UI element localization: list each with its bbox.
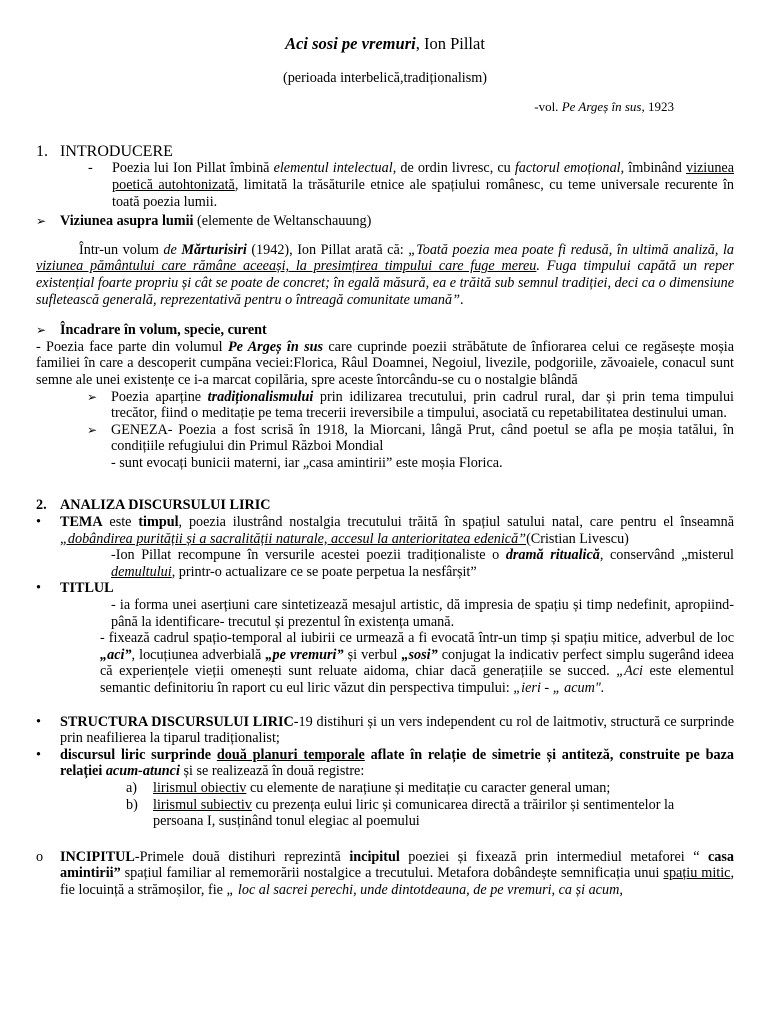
- t: elementul intelectual: [273, 160, 393, 177]
- incadrare-heading-text: Încadrare în volum, specie, curent: [60, 322, 267, 339]
- t: , îmbinând: [620, 160, 686, 177]
- t: timpul: [138, 514, 179, 531]
- t: două planuri temporale: [216, 746, 365, 763]
- titlul-item: [36, 580, 734, 597]
- t: , fie locuință a strămoșilor, fie: [60, 865, 734, 898]
- discurs-text: [60, 747, 734, 780]
- geneza-text: GENEZA- Poezia a fost scrisă în 1918, la Miorcani, lângă Prut, când poetul se afla pe moșia tatălui, în condițiile refugiului din Primul Război Mondial: [111, 421, 734, 455]
- t: „Toată poezia mea poate fi redusă, în ultimă analiză, la: [408, 241, 734, 258]
- t: factorul emoțional: [514, 160, 621, 177]
- t: conjugat la indicativ perfect simplu sugerând ideea că experiențele vieții omenești sunt reluate aidoma, chiar dacă generațiile se succed.: [100, 646, 734, 680]
- geneza-continuation: - sunt evocați bunicii materni, iar „casa amintirii” este moșia Florica.: [111, 454, 503, 471]
- titlul-paragraph-1: - ia forma unei aserțiuni care sintetizează mesajul artistic, dă impresia de spațiu și timp nedefinit, apropiind- până la identificare- trecutul și prezentul în existența umană.: [111, 597, 734, 630]
- title-author: , Ion Pillat: [415, 34, 485, 53]
- bullet-marker: •: [36, 713, 41, 730]
- arrow-bullet-icon: ➢: [36, 214, 47, 229]
- incipit-text: [60, 849, 734, 899]
- t: , poezia ilustrând nostalgia trecutului trăită în spațiul satului natal, care pentru el înseamnă: [178, 514, 734, 531]
- t: demultului: [111, 563, 172, 580]
- t: Pe Argeș în sus: [227, 338, 324, 355]
- arrow-bullet-icon: ➢: [87, 389, 98, 404]
- discurs-item: [36, 747, 734, 780]
- t: . Fuga timpului capătă un reper existențial foarte propriu și cât se poate de concret; în egală măsură, ea e trăită sub semnul tradiției, deci ca o dimensiune sufletească generală, reprezentativă pentru o întreagă comunitate umană”: [36, 258, 734, 308]
- incadrare-paragraph: [36, 339, 734, 389]
- lirism-obiectiv-text: [153, 780, 734, 797]
- t: TEMA: [60, 514, 103, 531]
- bullet-marker: •: [36, 580, 41, 597]
- t: , limitată la trăsăturile etnice ale spațiului românesc, cu teme universale recurente în toată poezia lumii.: [112, 176, 734, 210]
- vol-prefix: -vol.: [534, 99, 562, 115]
- t: viziunea poetică autohtonizată: [112, 160, 735, 193]
- t: „ loc al sacrei perechi, unde dintotdeauna, de pe vremuri, ca și acum,: [226, 881, 623, 898]
- t: Poezia aparține: [111, 388, 208, 405]
- tema-text: [60, 514, 734, 547]
- incadrare-heading: [36, 322, 734, 339]
- titlul-paragraph-2: [100, 630, 734, 696]
- document-title: [36, 36, 734, 53]
- traditionalism-text: [111, 389, 734, 422]
- lirism-subiectiv-continuation: persoana I, susținând tonul elegiac al poemului: [153, 813, 420, 830]
- t: și verbul: [343, 646, 402, 663]
- t: incipitul: [349, 848, 400, 865]
- t: .: [459, 291, 464, 308]
- lirism-obiectiv-item: [126, 780, 734, 797]
- bullet-marker: •: [36, 746, 41, 763]
- t: „ieri - „ acum".: [513, 680, 605, 696]
- t: INCIPITUL: [60, 848, 135, 865]
- t: care cuprinde poezii străbătute de înfiorarea celui ce regăsește moșia familiei în care a descoperit cumpăna veciei:Florica, Râul Doamnei, Negoiul, livezile, podgoriile, zăvoaiele, conacul sunt semne ale unei existențe ce i-a marcat copilăria, spre aceste întorcându-se cu o nostalgie blândă: [36, 338, 735, 388]
- structura-text: [60, 714, 734, 747]
- intro-paragraph: [88, 160, 734, 210]
- t: cu elemente de narațiune și meditație cu caracter general uman;: [246, 779, 611, 796]
- t: -Ion Pillat recompune în versurile acestei poezii tradiționaliste o: [111, 547, 506, 564]
- t: Poezia lui Ion Pillat îmbină: [112, 160, 274, 177]
- tema-paragraph-2: [111, 547, 734, 580]
- t: dramă ritualică: [505, 547, 600, 564]
- t: „dobândirea purității și a sacralității naturale, accesul la anterioritatea edenică”: [60, 530, 527, 547]
- t: acum-atunci: [105, 763, 180, 780]
- t: (elemente de Weltanschauung): [193, 213, 372, 230]
- t: prin idilizarea trecutului, prin cadrul rural, dar și prin tema timpului trecător, fiind o meditație pe tema trecerii ireversibile a timpului, asociată cu repetabilitatea destinului uman.: [111, 388, 734, 422]
- incipit-item: [36, 849, 734, 899]
- geneza-item: [87, 422, 734, 455]
- t: , conservând „misterul: [599, 547, 734, 564]
- section-number: 1.: [36, 142, 48, 160]
- section-heading-analiza: [36, 497, 734, 514]
- t: spațiul familiar al rememorării nostalgice a trecutului. Metafora dobândește semnificația unui: [120, 865, 664, 882]
- section-heading-intro: [36, 144, 734, 161]
- t: lirismul obiectiv: [153, 779, 247, 796]
- intro-text: [112, 160, 734, 210]
- tema-item: [36, 514, 734, 547]
- viziunea-paragraph: [36, 242, 734, 308]
- bullet-marker: o: [36, 848, 44, 865]
- lirism-subiectiv-item: [126, 797, 734, 814]
- t: - Poezia face parte din volumul: [36, 338, 228, 355]
- arrow-bullet-icon: ➢: [36, 323, 47, 338]
- document-subtitle: (perioada interbelică,tradiționalism): [282, 69, 488, 86]
- t: „Aci: [616, 663, 643, 680]
- viziunea-heading-text: [60, 213, 734, 230]
- t: spațiu mitic: [663, 865, 731, 882]
- t: aflate în relație de simetrie și antiteză, construite pe baza relației: [60, 746, 734, 780]
- t: Mărturisiri: [181, 241, 247, 258]
- t: discursul liric surprinde: [60, 746, 217, 763]
- dash-marker: -: [88, 160, 93, 177]
- title-poem: Aci sosi pe vremuri: [285, 34, 416, 53]
- vol-title: Pe Argeș în sus: [561, 99, 642, 115]
- t: STRUCTURA DISCURSULUI LIRIC: [60, 713, 294, 730]
- t: este: [102, 514, 139, 531]
- t: de: [163, 241, 182, 258]
- t: și se realizează în două registre:: [179, 763, 365, 780]
- t: lirismul subiectiv: [153, 796, 252, 813]
- viziunea-heading: [36, 213, 734, 230]
- list-marker: b): [126, 796, 138, 813]
- t: este elementul semantic definitoriu în raport cu eul liric văzut din perspectiva timpului:: [100, 663, 735, 696]
- structura-item: [36, 714, 734, 747]
- t: „aci”: [100, 646, 132, 663]
- t: „pe vremuri”: [265, 646, 344, 663]
- t: -19 distihuri și un vers independent cu rol de laitmotiv, structură ce surprinde prin neafilierea la tiparul tradiționalist;: [60, 713, 734, 747]
- t: , locuțiunea adverbială: [131, 646, 266, 663]
- t: tradiționalismului: [207, 388, 314, 405]
- bullet-marker: •: [36, 514, 41, 531]
- section-title: INTRODUCERE: [60, 142, 173, 160]
- t: „sosi”: [401, 646, 438, 663]
- t: cu prezența eului liric și comunicarea directă a trăirilor și sentimentelor la: [251, 796, 675, 813]
- traditionalism-item: [87, 389, 734, 422]
- t: , printr-o actualizare ce se poate perpetua la nesfârșit”: [171, 563, 477, 580]
- t: -Primele două distihuri reprezintă: [134, 848, 350, 865]
- volume-reference: [36, 99, 734, 116]
- section-title: ANALIZA DISCURSULUI LIRIC: [60, 497, 271, 514]
- lirism-subiectiv-text: [153, 797, 734, 814]
- t: casa amintirii”: [60, 848, 735, 882]
- t: poeziei și fixează prin intermediul metaforei “: [399, 848, 708, 865]
- t: (Cristian Livescu): [526, 530, 629, 547]
- vol-year: , 1923: [641, 99, 674, 115]
- t: Într-un volum: [79, 241, 164, 258]
- t: , de ordin livresc, cu: [392, 160, 515, 177]
- t: viziunea pământului care rămâne aceeași, la presimțirea timpului care fuge mereu: [36, 258, 537, 275]
- section-number: 2.: [36, 497, 47, 514]
- t: - fixează cadrul spațio-temporal al iubirii ce urmează a fi evocată într-un timp și spațiu mitice, adverbul de loc: [100, 630, 734, 647]
- list-marker: a): [126, 779, 138, 796]
- titlul-heading: TITLUL: [60, 580, 114, 597]
- arrow-bullet-icon: ➢: [87, 422, 98, 437]
- t: Viziunea asupra lumii: [60, 213, 194, 230]
- t: (1942), Ion Pillat arată că:: [246, 241, 409, 258]
